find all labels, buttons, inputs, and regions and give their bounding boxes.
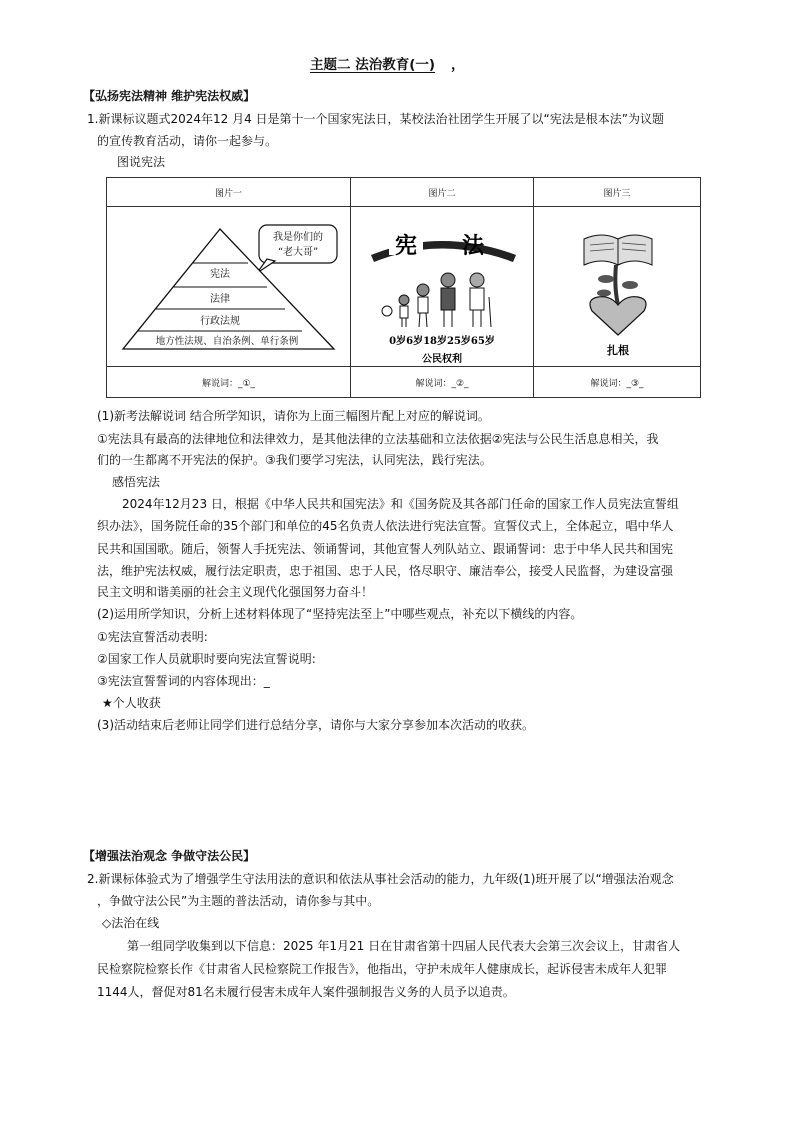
q1-line2: 的宣传教育活动，请你一起参与。: [97, 134, 278, 148]
banner-char-left: 宪: [394, 234, 418, 259]
q1-1-answer-line1: ①宪法具有最高的法律地位和法律效力，是其他法律的立法基础和立法依据②宪法与公民生活息息相关，我: [97, 432, 659, 446]
section2-material-line-2: 民检察院检察长作《甘肃省人民检察院工作报告》，他指出，守护未成年人健康成长，起诉侵害未成年人犯罪: [97, 962, 668, 976]
material-line-1: 2024年12月23 日，根据《中华人民共和国宪法》和《国务院及其各部门任命的国家工作人员宪法宣誓组: [122, 497, 679, 511]
q1-3-question: (3)活动结束后老师让同学们进行总结分享，请你与大家分享参加本次活动的收获。: [97, 718, 535, 732]
section1-heading: 【弘扬宪法精神 维护宪法权威】: [83, 89, 256, 103]
caption-1: 解说词：_①_: [107, 367, 351, 398]
title-mark: ，: [451, 57, 465, 73]
table-header-2: 图片二: [351, 178, 534, 207]
q1-2-item-b: ②国家工作人员就职时要向宪法宣誓说明:: [97, 652, 316, 666]
picture-1-cell: [107, 207, 351, 367]
section2-heading: 【增强法治观念 争做守法公民】: [83, 849, 256, 863]
q1-1-question: (1)新考法解说词 结合所学知识，请你为上面三幅图片配上对应的解说词。: [97, 409, 490, 423]
page-title-wrap: [272, 53, 465, 73]
material-line-4: 法，维护宪法权威，履行法定职责，忠于祖国、忠于人民，恪尽职守、廉洁奉公，接受人民监督，为建设富强: [97, 564, 674, 578]
q2-line2: ，争做守法公民”为主题的普法活动，请你参与其中。: [97, 894, 380, 908]
caption-2: 解说词：_②_: [351, 367, 534, 398]
pyramid-tier-2: 法律: [210, 294, 230, 305]
page-title: 主题二 法治教育(一): [310, 57, 436, 73]
q1-line1: 1.新课标议题式2024年12 月4 日是第十一个国家宪法日，某校法治社团学生开展了以“宪法是根本法”为议题: [87, 112, 664, 126]
table-header-3: 图片三: [534, 178, 701, 207]
sub-heading-ganwu: 感悟宪法: [112, 475, 161, 489]
q1-2-item-c: ③宪法宣誓誓词的内容体现出：_: [97, 674, 270, 688]
sub-heading-shouhuo: ★个人收获: [102, 696, 161, 710]
sub-heading-tushuo: 图说宪法: [117, 155, 166, 169]
sub-heading-fazhi-zaixian: ◇法治在线: [102, 916, 160, 930]
people-figures: [382, 273, 491, 327]
material-line-2: 织办法》，国务院任命的35个部门和单位的45名负责人依法进行宪法宣誓。宣誓仪式上，全体起立，唱中华人: [97, 519, 674, 533]
book-tree-illustration: [534, 207, 701, 366]
bubble-text-1: 我是你们的: [273, 232, 323, 243]
rights-caption: 公民权利: [422, 354, 462, 365]
caption-3: 解说词：_③_: [534, 367, 701, 398]
q2-line1: 2.新课标体验式为了增强学生守法用法的意识和依法从事社会活动的能力，九年级(1)班开展了以“增强法治观念: [87, 872, 674, 886]
picture-2-cell: [351, 207, 534, 367]
rooting-caption: 扎根: [607, 344, 629, 357]
q1-2-question: (2)运用所学知识，分析上述材料体现了“坚持宪法至上”中哪些观点，补充以下横线的内容。: [97, 607, 583, 621]
q1-1-answer-line2: 们的一生都离不开宪法的保护。③我们要学习宪法，认同宪法，践行宪法。: [97, 453, 492, 467]
bubble-text-2: “老大哥”: [277, 247, 319, 258]
ages-text: 0岁6岁18岁25岁65岁: [389, 336, 495, 347]
section2-material-line-1: 第一组同学收集到以下信息：2025 年1月21 日在甘肃省第十四届人民代表大会第三次会议上，甘肃省人: [127, 939, 681, 953]
pyramid-tier-3: 行政法规: [200, 316, 240, 327]
picture-table: [106, 177, 701, 398]
section2-material-line-3: 1144人，督促对81名未履行侵害未成年人案件强制报告义务的人员予以追责。: [97, 985, 515, 999]
picture-3-cell: [534, 207, 701, 367]
banner-char-right: 法: [461, 234, 485, 259]
material-line-5: 民主文明和谐美丽的社会主义现代化强国努力奋斗！: [97, 585, 374, 599]
table-header-1: 图片一: [107, 178, 351, 207]
open-book-icon: [584, 235, 652, 265]
pyramid-illustration: [107, 207, 351, 366]
material-line-3: 民共和国国歌。随后，领誓人手抚宪法、领诵誓词，其他宣誓人列队站立、跟诵誓词：忠于中华人民共和国宪: [97, 542, 674, 556]
pyramid-tier-4: 地方性法规、自治条例、单行条例: [155, 336, 299, 347]
q1-2-item-a: ①宪法宣誓活动表明:: [97, 630, 208, 644]
pyramid-tier-1: 宪法: [210, 269, 230, 280]
constitution-people-illustration: [351, 207, 534, 366]
